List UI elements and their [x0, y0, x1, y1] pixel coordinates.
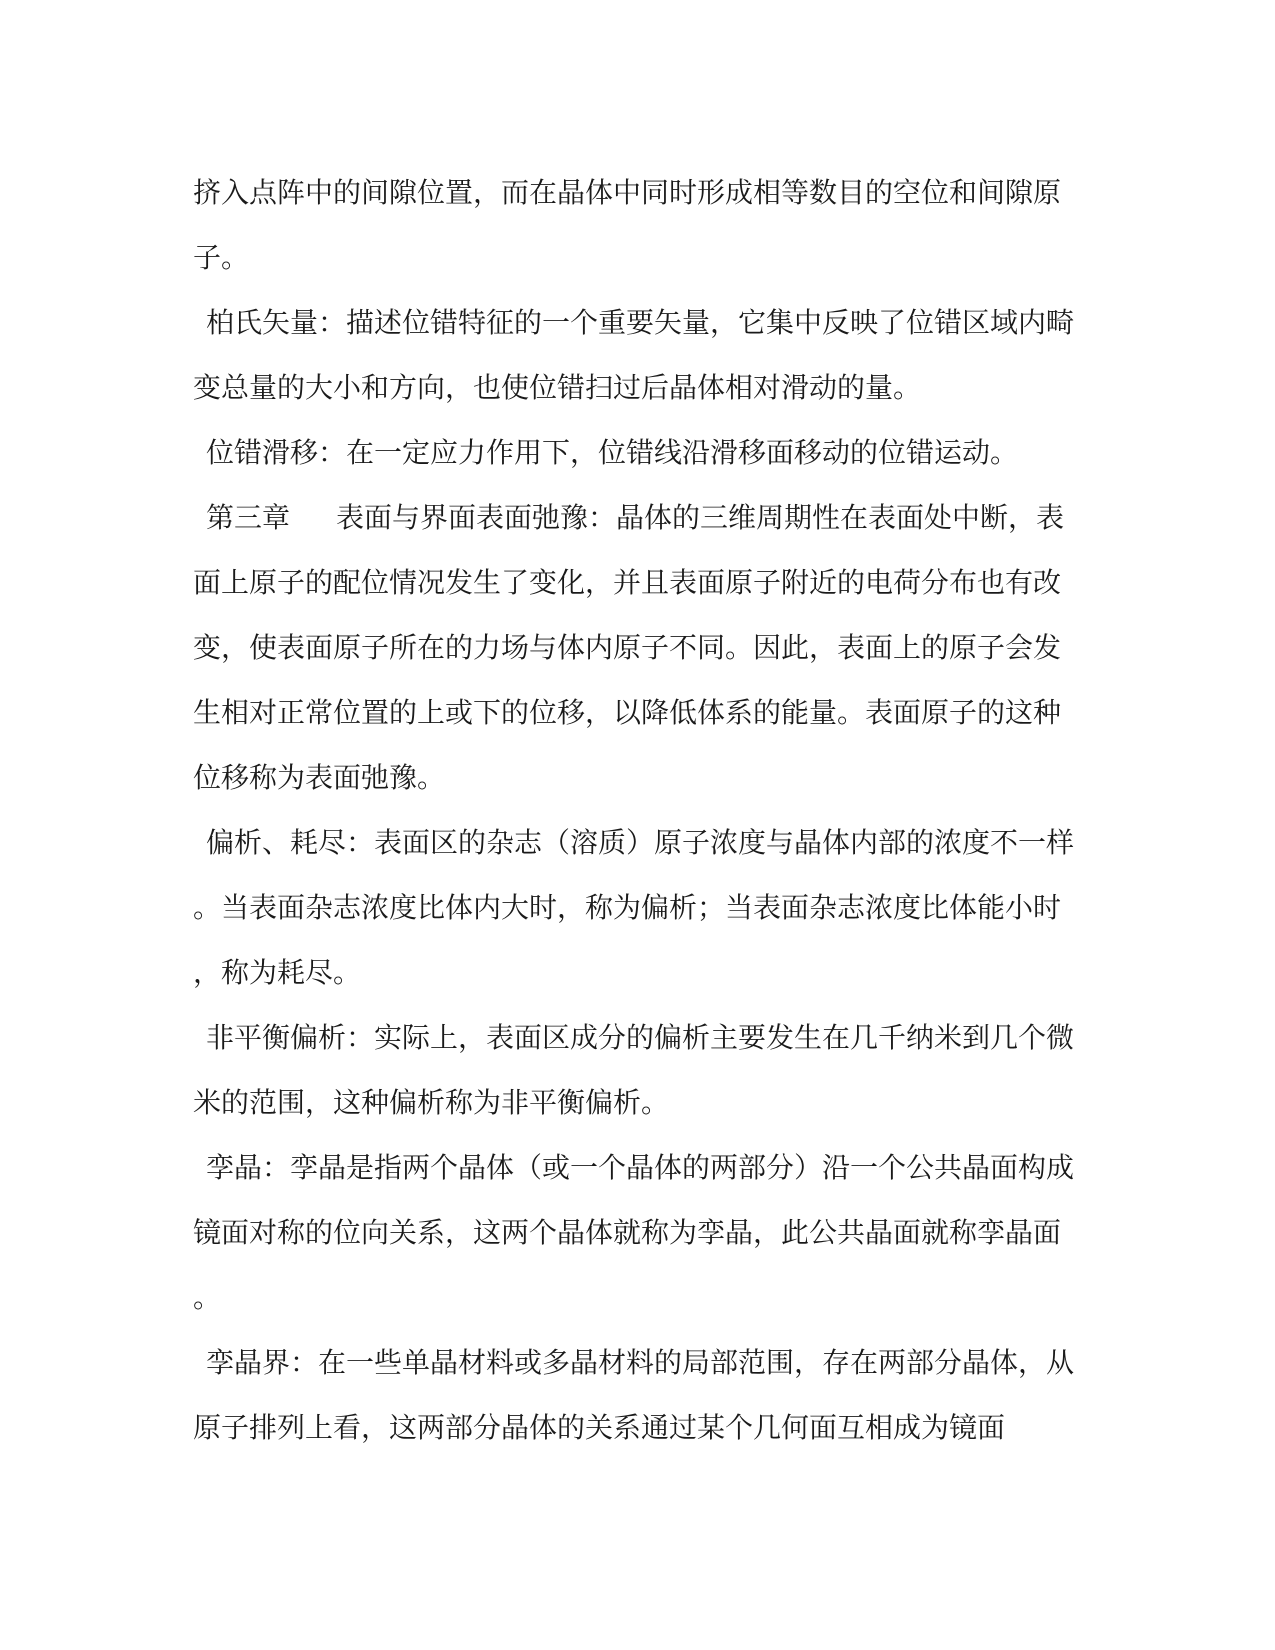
- paragraph-burgers-vector: 柏氏矢量：描述位错特征的一个重要矢量，它集中反映了位错区域内畸变总量的大小和方向，也使位错扫过后晶体相对滑动的量。: [193, 306, 1075, 404]
- document-body: [193, 160, 1083, 1460]
- paragraph-surface-relaxation: [193, 485, 1083, 810]
- paragraph-twin-boundary: 孪晶界：在一些单晶材料或多晶材料的局部范围，存在两部分晶体，从原子排列上看，这两部分晶体的关系通过某个几何面互相成为镜面: [193, 1346, 1075, 1444]
- paragraph-nonequilibrium-segregation: 非平衡偏析：实际上，表面区成分的偏析主要发生在几千纳米到几个微米的范围，这种偏析称为非平衡偏析。: [193, 1021, 1075, 1119]
- paragraph-twin: 孪晶：孪晶是指两个晶体（或一个晶体的两部分）沿一个公共晶面构成镜面对称的位向关系，这两个晶体就称为孪晶，此公共晶面就称孪晶面。: [193, 1151, 1075, 1314]
- paragraph-segregation-depletion: 偏析、耗尽：表面区的杂志（溶质）原子浓度与晶体内部的浓度不一样。当表面杂志浓度比体内大时，称为偏析；当表面杂志浓度比体能小时，称为耗尽。: [193, 826, 1075, 989]
- chapter-heading: 第三章: [206, 501, 291, 534]
- paragraph-surface-relaxation-text: 表面与界面表面弛豫：晶体的三维周期性在表面处中断，表面上原子的配位情况发生了变化，并且表面原子附近的电荷分布也有改变，使表面原子所在的力场与体内原子不同。因此，表面上的原子会发生相对正常位置的上或下的位移，以降低体系的能量。表面原子的这种位移称为表面弛豫。: [193, 501, 1065, 794]
- paragraph-dislocation-slip: 位错滑移：在一定应力作用下，位错线沿滑移面移动的位错运动。: [206, 436, 1019, 469]
- paragraph-interstitial-continuation: 挤入点阵中的间隙位置，而在晶体中同时形成相等数目的空位和间隙原子。: [193, 176, 1062, 274]
